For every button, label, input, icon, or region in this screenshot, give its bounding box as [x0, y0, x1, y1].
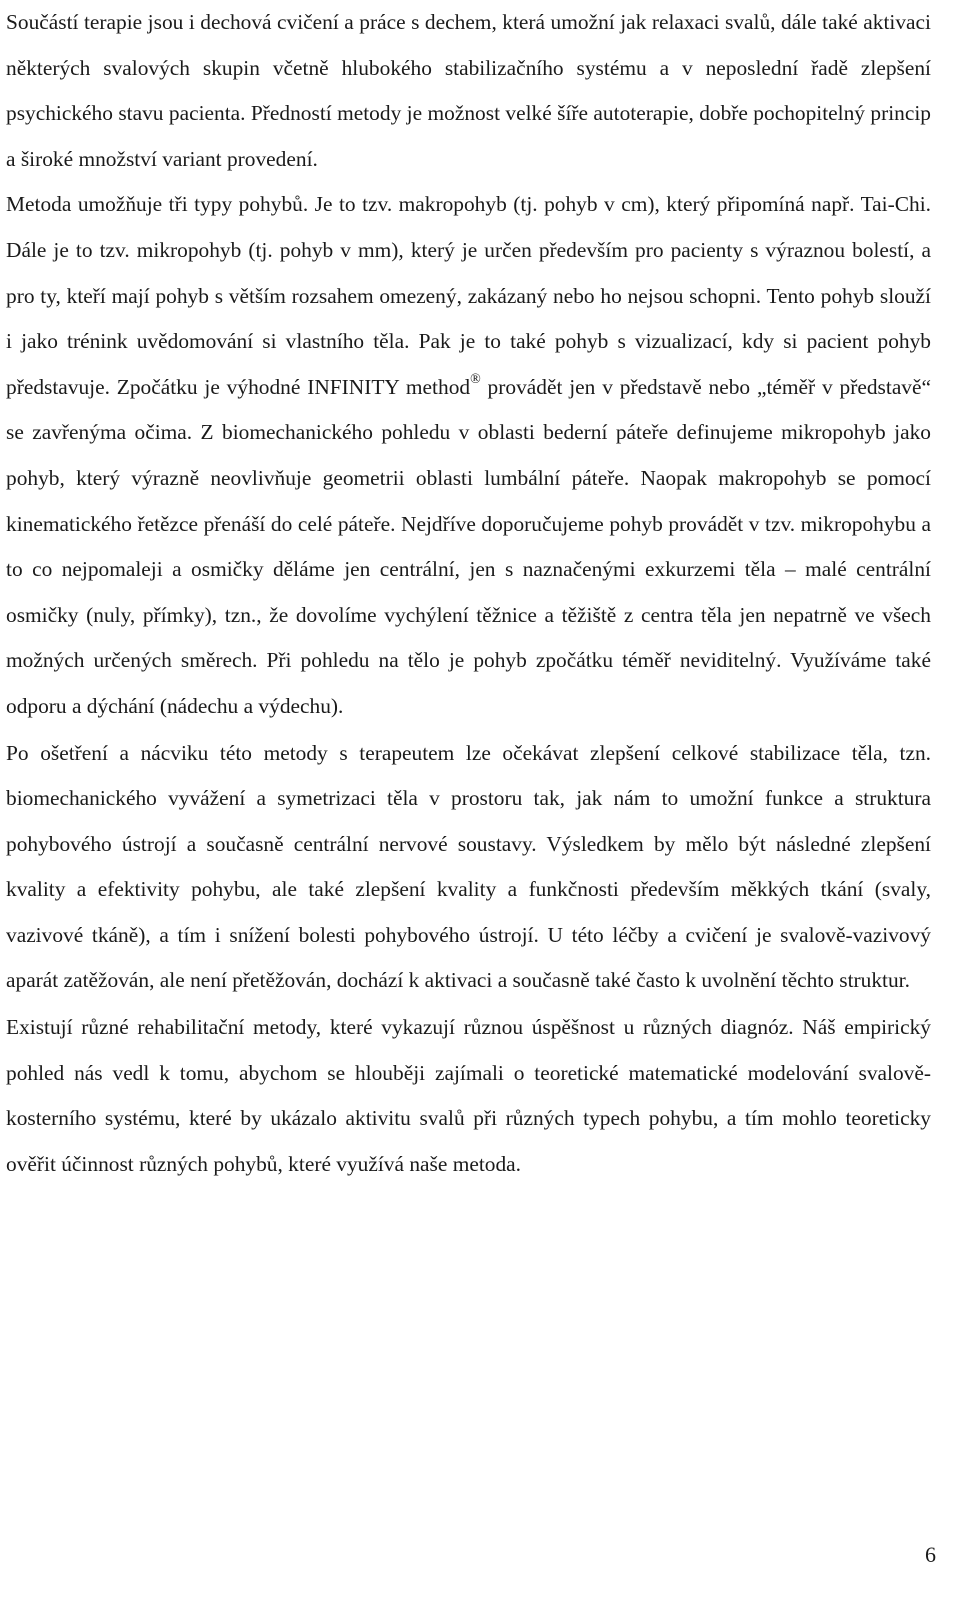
registered-trademark-mark: ® — [470, 371, 481, 387]
movement-types-text-end: provádět jen v představě nebo „téměř v představě“ se zavřenýma očima. Z biomechanického pohledu v oblasti bederní páteře definujeme mikropohyb jako pohyb, který výrazně neovlivňuje geometrii oblasti lumbální páteře. Naopak makropohyb se pomocí kinematického řetězce přenáší do celé páteře. Nejdříve doporučujeme pohyb provádět v tzv. mikropohybu a to co nejpomaleji a osmičky děláme jen centrální, jen s naznačenými exkurzemi těla – malé centrální osmičky (nuly, přímky), tzn., že dovolíme vychýlení těžnice a těžiště z centra těla jen nepatrně ve všech možných určených směrech. Při pohledu na tělo je pohyb zpočátku téměř neviditelný. Využíváme také odporu a dýchání (nádechu a výdechu). — [6, 374, 931, 718]
body-text — [6, 0, 931, 1187]
paragraph-movement-types — [6, 182, 931, 729]
page-number: 6 — [925, 1542, 936, 1567]
movement-types-text-start: Metoda umožňuje tři typy pohybů. Je to tzv. makropohyb (tj. pohyb v cm), který připomíná např. Tai-Chi. Dále je to tzv. mikropohyb (tj. pohyb v mm), který je určen především pro pacienty s výraznou bolestí, a pro ty, kteří mají pohyb s větším rozsahem omezený, zakázaný nebo ho nejsou schopni. Tento pohyb slouží i jako trénink uvědomování si vlastního těla. Pak je to také pohyb s vizualizací, kdy si pacient pohyb představuje. Zpočátku je výhodné INFINITY method — [6, 192, 931, 399]
paragraph-breathing-exercises: Součástí terapie jsou i dechová cvičení a práce s dechem, která umožní jak relaxaci svalů, dále také aktivaci některých svalových skupin včetně hlubokého stabilizačního systému a v neposlední řadě zlepšení psychického stavu pacienta. Předností metody je možnost velké šíře autoterapie, dobře pochopitelný princip a široké množství variant provedení. — [6, 10, 931, 171]
paragraph-rehabilitation-methods: Existují různé rehabilitační metody, které vykazují různou úspěšnost u různých diagnóz. Náš empirický pohled nás vedl k tomu, abychom se hlouběji zajímali o teoretické matematické modelování svalově-kosterního systému, které by ukázalo aktivitu svalů při různých typech pohybu, a tím mohlo teoreticky ověřit účinnost různých pohybů, které využívá naše metoda. — [6, 1015, 931, 1176]
paragraph-treatment-results: Po ošetření a nácviku této metody s terapeutem lze očekávat zlepšení celkové stabilizace těla, tzn. biomechanického vyvážení a symetrizaci těla v prostoru tak, jak nám to umožní funkce a struktura pohybového ústrojí a současně centrální nervové soustavy. Výsledkem by mělo být následné zlepšení kvality a efektivity pohybu, ale také zlepšení kvality a funkčnosti především měkkých tkání (svaly, vazivové tkáně), a tím i snížení bolesti pohybového ústrojí. U této léčby a cvičení je svalově-vazivový aparát zatěžován, ale není přetěžován, dochází k aktivaci a současně také často k uvolnění těchto struktur. — [6, 740, 931, 993]
